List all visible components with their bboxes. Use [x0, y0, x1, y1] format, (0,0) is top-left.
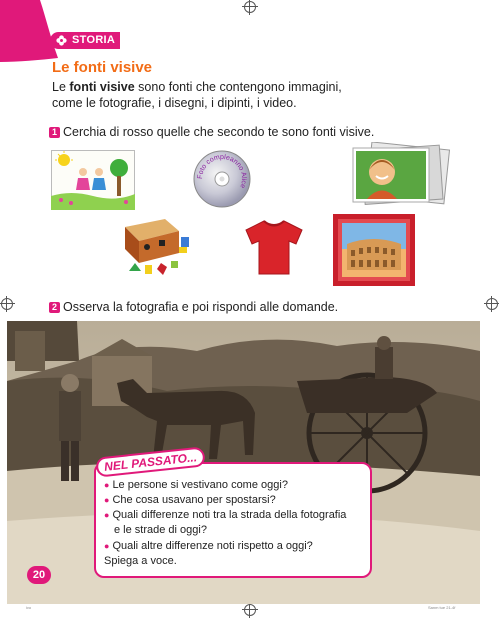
- question-item: ● Quali altre differenze noti rispetto a oggi?: [104, 540, 313, 552]
- registration-mark: [486, 298, 498, 310]
- question-item: e le strade di oggi?: [114, 524, 207, 536]
- exercise-number: 2: [49, 302, 60, 313]
- registration-mark: [1, 298, 13, 310]
- exercise-number: 1: [49, 127, 60, 138]
- callout-title: NEL PASSATO...: [95, 446, 206, 477]
- child-drawing-image: [51, 150, 135, 210]
- exercise-2-instruction: 2 Osserva la fotografia e poi rispondi alle domande.: [49, 300, 338, 314]
- footer-text-right: Sanm tue 21-4f: [428, 605, 456, 610]
- question-item: ● Che cosa usavano per spostarsi?: [104, 494, 276, 506]
- intro-keyword: fonti visive: [69, 80, 135, 94]
- page-title: Le fonti visive: [52, 59, 153, 76]
- registration-mark: [244, 604, 256, 616]
- wooden-toy-image: [121, 213, 193, 279]
- footer-text-left: ivo: [26, 605, 32, 610]
- section-tag-label: STORIA: [72, 34, 116, 46]
- flower-icon: [56, 35, 67, 46]
- framed-painting-image: [333, 214, 415, 286]
- exercise-1-instruction: 1 Cerchia di rosso quelle che secondo te sono fonti visive.: [49, 125, 374, 139]
- section-ribbon: [0, 0, 60, 62]
- red-tshirt-image: [242, 218, 306, 276]
- questions-box: [94, 462, 372, 578]
- page-number: 20: [27, 566, 51, 584]
- intro-text: Le fonti visive sono fonti che contengono immagini, come le fotografie, i disegni, i dipinti, i video.: [52, 80, 342, 110]
- question-item: ● Le persone si vestivano come oggi?: [104, 479, 288, 491]
- registration-mark: [244, 1, 256, 13]
- section-tag: [50, 32, 120, 49]
- cd-disc-image: [193, 150, 251, 208]
- photo-stack-image: [349, 142, 453, 206]
- question-item: Spiega a voce.: [104, 555, 177, 567]
- question-item: ● Quali differenze noti tra la strada della fotografia: [104, 509, 347, 521]
- cd-label: Foto compleanno Alice: [196, 153, 248, 189]
